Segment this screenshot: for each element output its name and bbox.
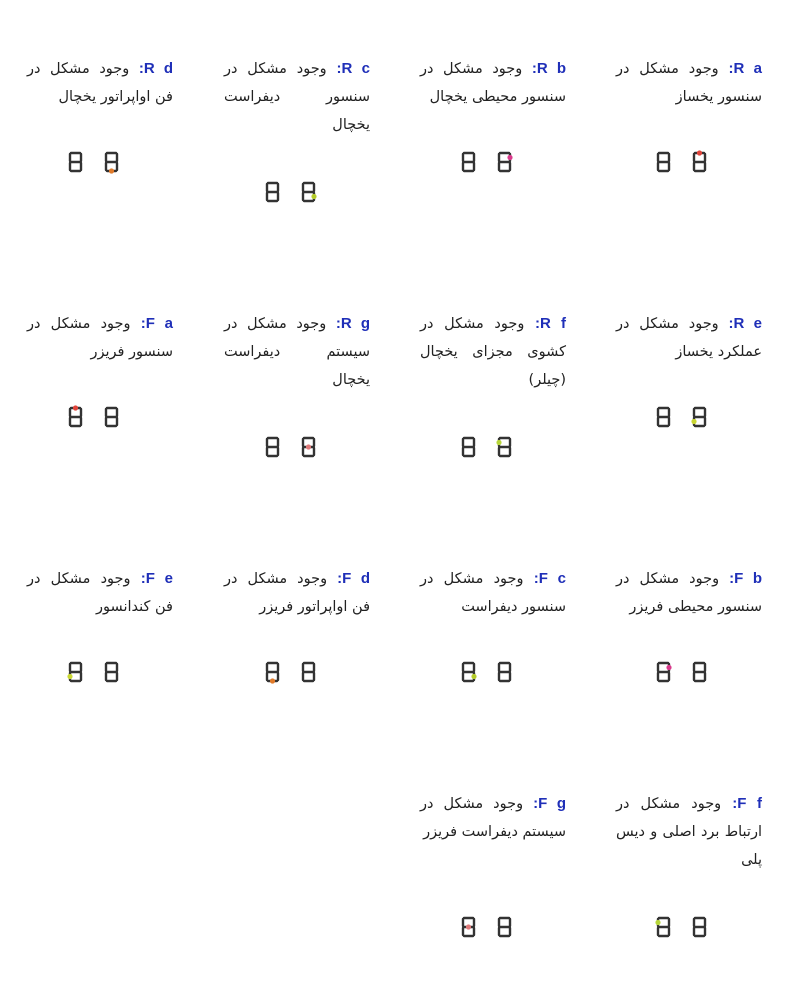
error-description: وجود مشکل در سنسور دیفراست [420,571,566,615]
error-item-f-b [616,565,762,621]
highlighted-segment-marker [496,440,501,445]
error-code: F g: [533,795,567,812]
seven-segment-digits [67,150,127,176]
seven-segment-digits [460,435,520,461]
error-item-r-d [27,55,173,111]
seven-segment-digits [67,660,127,686]
segment-display-r-d [67,150,127,176]
error-description: وجود مشکل در سنسور محیطی فریزر [616,571,762,615]
highlighted-segment-marker [311,194,316,199]
error-code: R e: [728,315,762,332]
error-item-f-d [224,565,370,621]
segment-display-r-f [460,435,520,461]
error-item-f-a [27,310,173,366]
error-item-f-e [27,565,173,621]
error-code: F e: [140,570,173,587]
segment-display-r-b [460,150,520,176]
error-code: F b: [729,570,763,587]
error-code: F d: [337,570,371,587]
error-description: وجود مشکل در فن اواپراتور فریزر [224,571,370,615]
error-item-r-b [420,55,566,111]
highlighted-segment-marker [306,444,311,449]
segment-display-r-g [264,435,324,461]
error-item-r-a [616,55,762,111]
error-item-f-g [420,790,566,846]
highlighted-segment-marker [666,665,671,670]
segment-display-f-d [264,660,324,686]
highlighted-segment-marker [270,678,275,683]
highlighted-segment-marker [471,674,476,679]
error-item-f-c [420,565,566,621]
error-item-r-g [224,310,370,394]
seven-segment-digits [655,660,715,686]
seven-segment-digits [655,405,715,431]
segment-display-f-e [67,660,127,686]
seven-segment-digits [460,660,520,686]
seven-segment-digits [264,435,324,461]
error-description: وجود مشکل در سنسور فریزر [27,316,173,360]
segment-display-f-a [67,405,127,431]
error-code: R f: [534,315,567,332]
error-code: F f: [732,795,763,812]
segment-display-f-f [655,915,715,941]
error-description: وجود مشکل در سنسور دیفراست یخچال [224,61,370,133]
seven-segment-digits [264,180,324,206]
segment-display-f-c [460,660,520,686]
seven-segment-digits [264,660,324,686]
error-code: F c: [533,570,566,587]
segment-display-r-a [655,150,715,176]
seven-segment-digits [655,915,715,941]
highlighted-segment-marker [507,155,512,160]
error-item-r-f [420,310,566,394]
error-description: وجود مشکل در فن کندانسور [27,571,173,615]
segment-display-f-g [460,915,520,941]
error-code: F a: [140,315,173,332]
highlighted-segment-marker [109,168,114,173]
highlighted-segment-marker [697,150,702,155]
seven-segment-digits [460,150,520,176]
highlighted-segment-marker [691,419,696,424]
seven-segment-digits [67,405,127,431]
highlighted-segment-marker [466,924,471,929]
error-code: R a: [728,60,762,77]
segment-display-r-e [655,405,715,431]
error-description: وجود مشکل در سیستم دیفراست فریزر [420,796,566,840]
highlighted-segment-marker [67,674,72,679]
error-description: وجود مشکل در کشوی مجزای یخچال (چیلر) [420,316,566,388]
error-item-f-f [616,790,762,874]
error-code: R d: [138,60,173,77]
segment-display-f-b [655,660,715,686]
error-code: R b: [531,60,566,77]
segment-display-r-c [264,180,324,206]
highlighted-segment-marker [655,920,660,925]
seven-segment-digits [460,915,520,941]
error-description: وجود مشکل در ارتباط برد اصلی و دیس پلی [616,796,762,868]
error-item-r-c [224,55,370,139]
error-code: R c: [336,60,370,77]
error-description: وجود مشکل در سنسور محیطی یخچال [420,61,566,105]
error-description: وجود مشکل در فن اواپراتور یخچال [27,61,173,105]
error-item-r-e [616,310,762,366]
error-description: وجود مشکل در عملکرد یخساز [616,316,762,360]
highlighted-segment-marker [73,405,78,410]
error-description: وجود مشکل در سنسور یخساز [616,61,762,105]
seven-segment-digits [655,150,715,176]
error-description: وجود مشکل در سیستم دیفراست یخچال [224,316,370,388]
error-code: R g: [335,315,370,332]
